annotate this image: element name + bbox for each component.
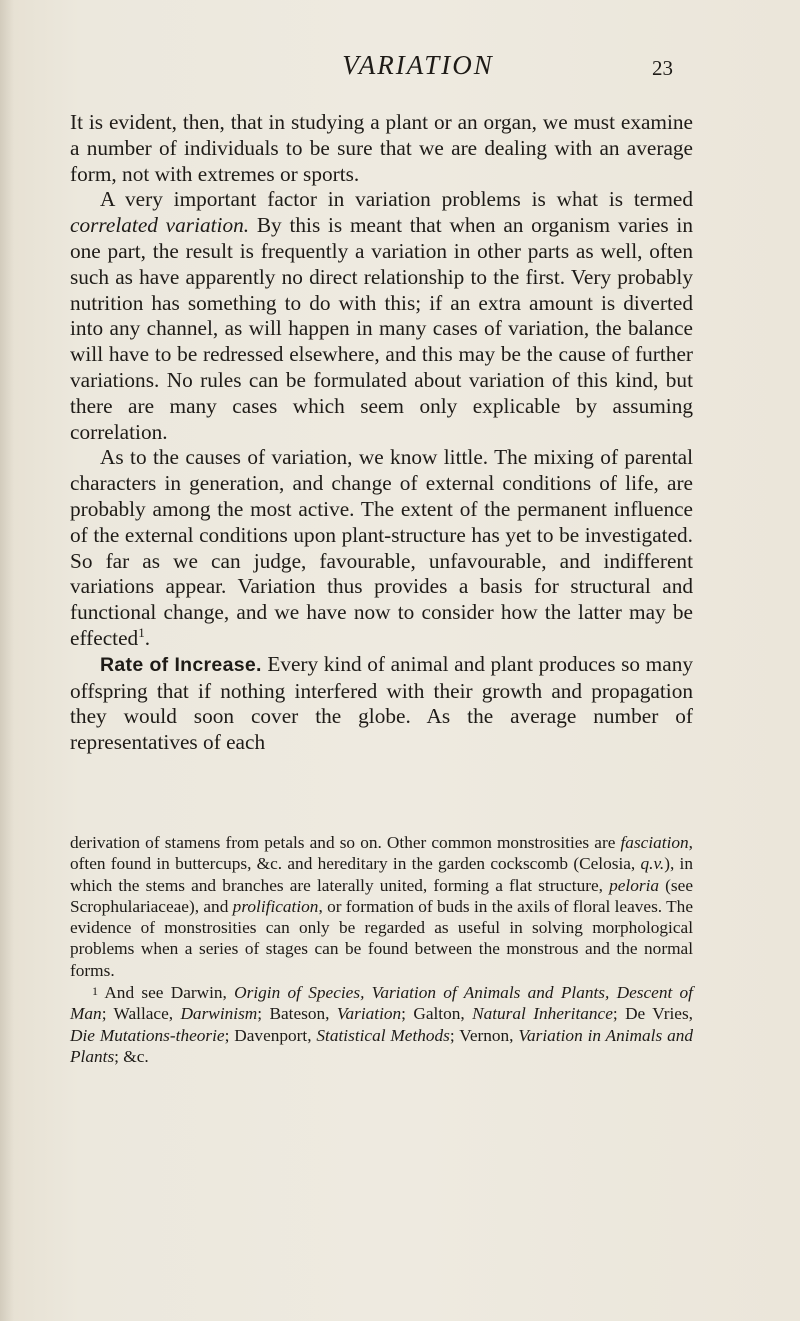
title-natural-inheritance: Natural Inheritance: [472, 1004, 613, 1024]
footnote-1-text-h: ; &c.: [114, 1046, 149, 1066]
footnote-cont-text-e: , or formation of buds in the axils of floral leaves. The evidence of monstrosities can only be regarded as useful in solving morphological problems when a series of stages can be found between the monstrous and the normal forms.: [70, 896, 693, 980]
section-heading-rate-of-increase: Rate of Increase.: [100, 653, 262, 676]
title-darwinism: Darwinism: [180, 1004, 258, 1024]
paragraph-3-end: .: [144, 625, 151, 650]
page-number: 23: [652, 56, 673, 80]
paragraph-2-start: A very important factor in variation problems is what is termed: [100, 187, 693, 212]
main-text: [70, 110, 693, 756]
running-title: VARIATION: [342, 50, 494, 80]
title-variation-animals-plants: Variation in Animals and Plants: [70, 1025, 693, 1066]
footnote-1-text-e: ; De Vries,: [612, 1004, 693, 1024]
paragraph-correlated-variation: [70, 187, 693, 445]
paragraph-1: It is evident, then, that in studying a plant or an organ, we must examine a number of individuals to be sure that we are dealing with an average form, not with extremes or sports.: [70, 110, 693, 186]
footnote-1-text-b: ; Wallace,: [101, 1004, 181, 1024]
footnote-1-text-d: ; Galton,: [401, 1004, 473, 1024]
term-fasciation: fasciation: [620, 833, 689, 852]
term-peloria: peloria: [609, 875, 660, 895]
paragraph-3-text: As to the causes of variation, we know little. The mixing of parental characters in generation, and change of external conditions of life, are probably among the most active. The extent of the permanent influence of the external conditions upon plant-structure has yet to be investigated. So far as we can judge, favourable, unfavourable, and indifferent variations appear. Variation thus provides a basis for structural and functional change, and we have now to consider how the latter may be effected: [70, 445, 693, 650]
paragraph-rate-of-increase: [70, 652, 693, 756]
gutter-shadow: [0, 0, 14, 1321]
title-statistical-methods: Statistical Methods: [316, 1025, 450, 1045]
paragraph-2-rest: By this is meant that when an organism varies in one part, the result is frequently a variation in other parts as well, often such as have apparently no direct relationship to the first. Very probably nutrition has something to do with this; if an extra amount is diverted into any channel, as will happen in many cases of variation, the balance will have to be redressed elsewhere, and this may be the cause of further variations. No rules can be formulated about variation of this kind, but there are many cases which seem only explicable by assuming correlation.: [70, 213, 693, 444]
footnote-cont-text-d: (see Scrophulariaceae), and: [70, 875, 693, 916]
term-prolification: prolification: [232, 896, 319, 916]
footnote-1-text-a: And see Darwin,: [98, 983, 235, 1003]
paragraph-causes: [70, 445, 693, 651]
footnote-cont-text-b: , often found in buttercups, &c. and hereditary in the garden cockscomb (Celosia,: [70, 833, 693, 874]
footnote-continuation: [70, 832, 693, 981]
footnote-1-text-f: ; Davenport,: [224, 1025, 317, 1045]
title-mutations-theorie: Die Mutations-theorie: [70, 1025, 225, 1045]
footnote-ref-1: 1: [138, 624, 145, 640]
title-darwin-works: Origin of Species, Variation of Animals and Plants, Descent of Man: [70, 983, 693, 1024]
footnote-1-number: 1: [92, 984, 98, 999]
paragraph-4-text: Every kind of animal and plant produces so many offspring that if nothing interfered with their growth and propagation they would soon cover the globe. As the average number of representatives of each: [70, 651, 693, 755]
title-variation: Variation: [336, 1004, 402, 1024]
footnote-cont-text-c: ), in which the stems and branches are laterally united, forming a flat structure,: [70, 854, 693, 895]
footnote-1: [70, 981, 693, 1067]
term-correlated-variation: correlated variation.: [70, 213, 250, 238]
footnote-cont-text-a: derivation of stamens from petals and so on. Other common monstrosities are: [70, 833, 621, 852]
footnotes: [70, 832, 693, 1067]
footnote-1-text-g: ; Vernon,: [449, 1025, 519, 1045]
page-header: [0, 50, 800, 90]
footnote-1-text-c: ; Bateson,: [257, 1004, 337, 1024]
term-qv: q.v.: [640, 854, 665, 874]
